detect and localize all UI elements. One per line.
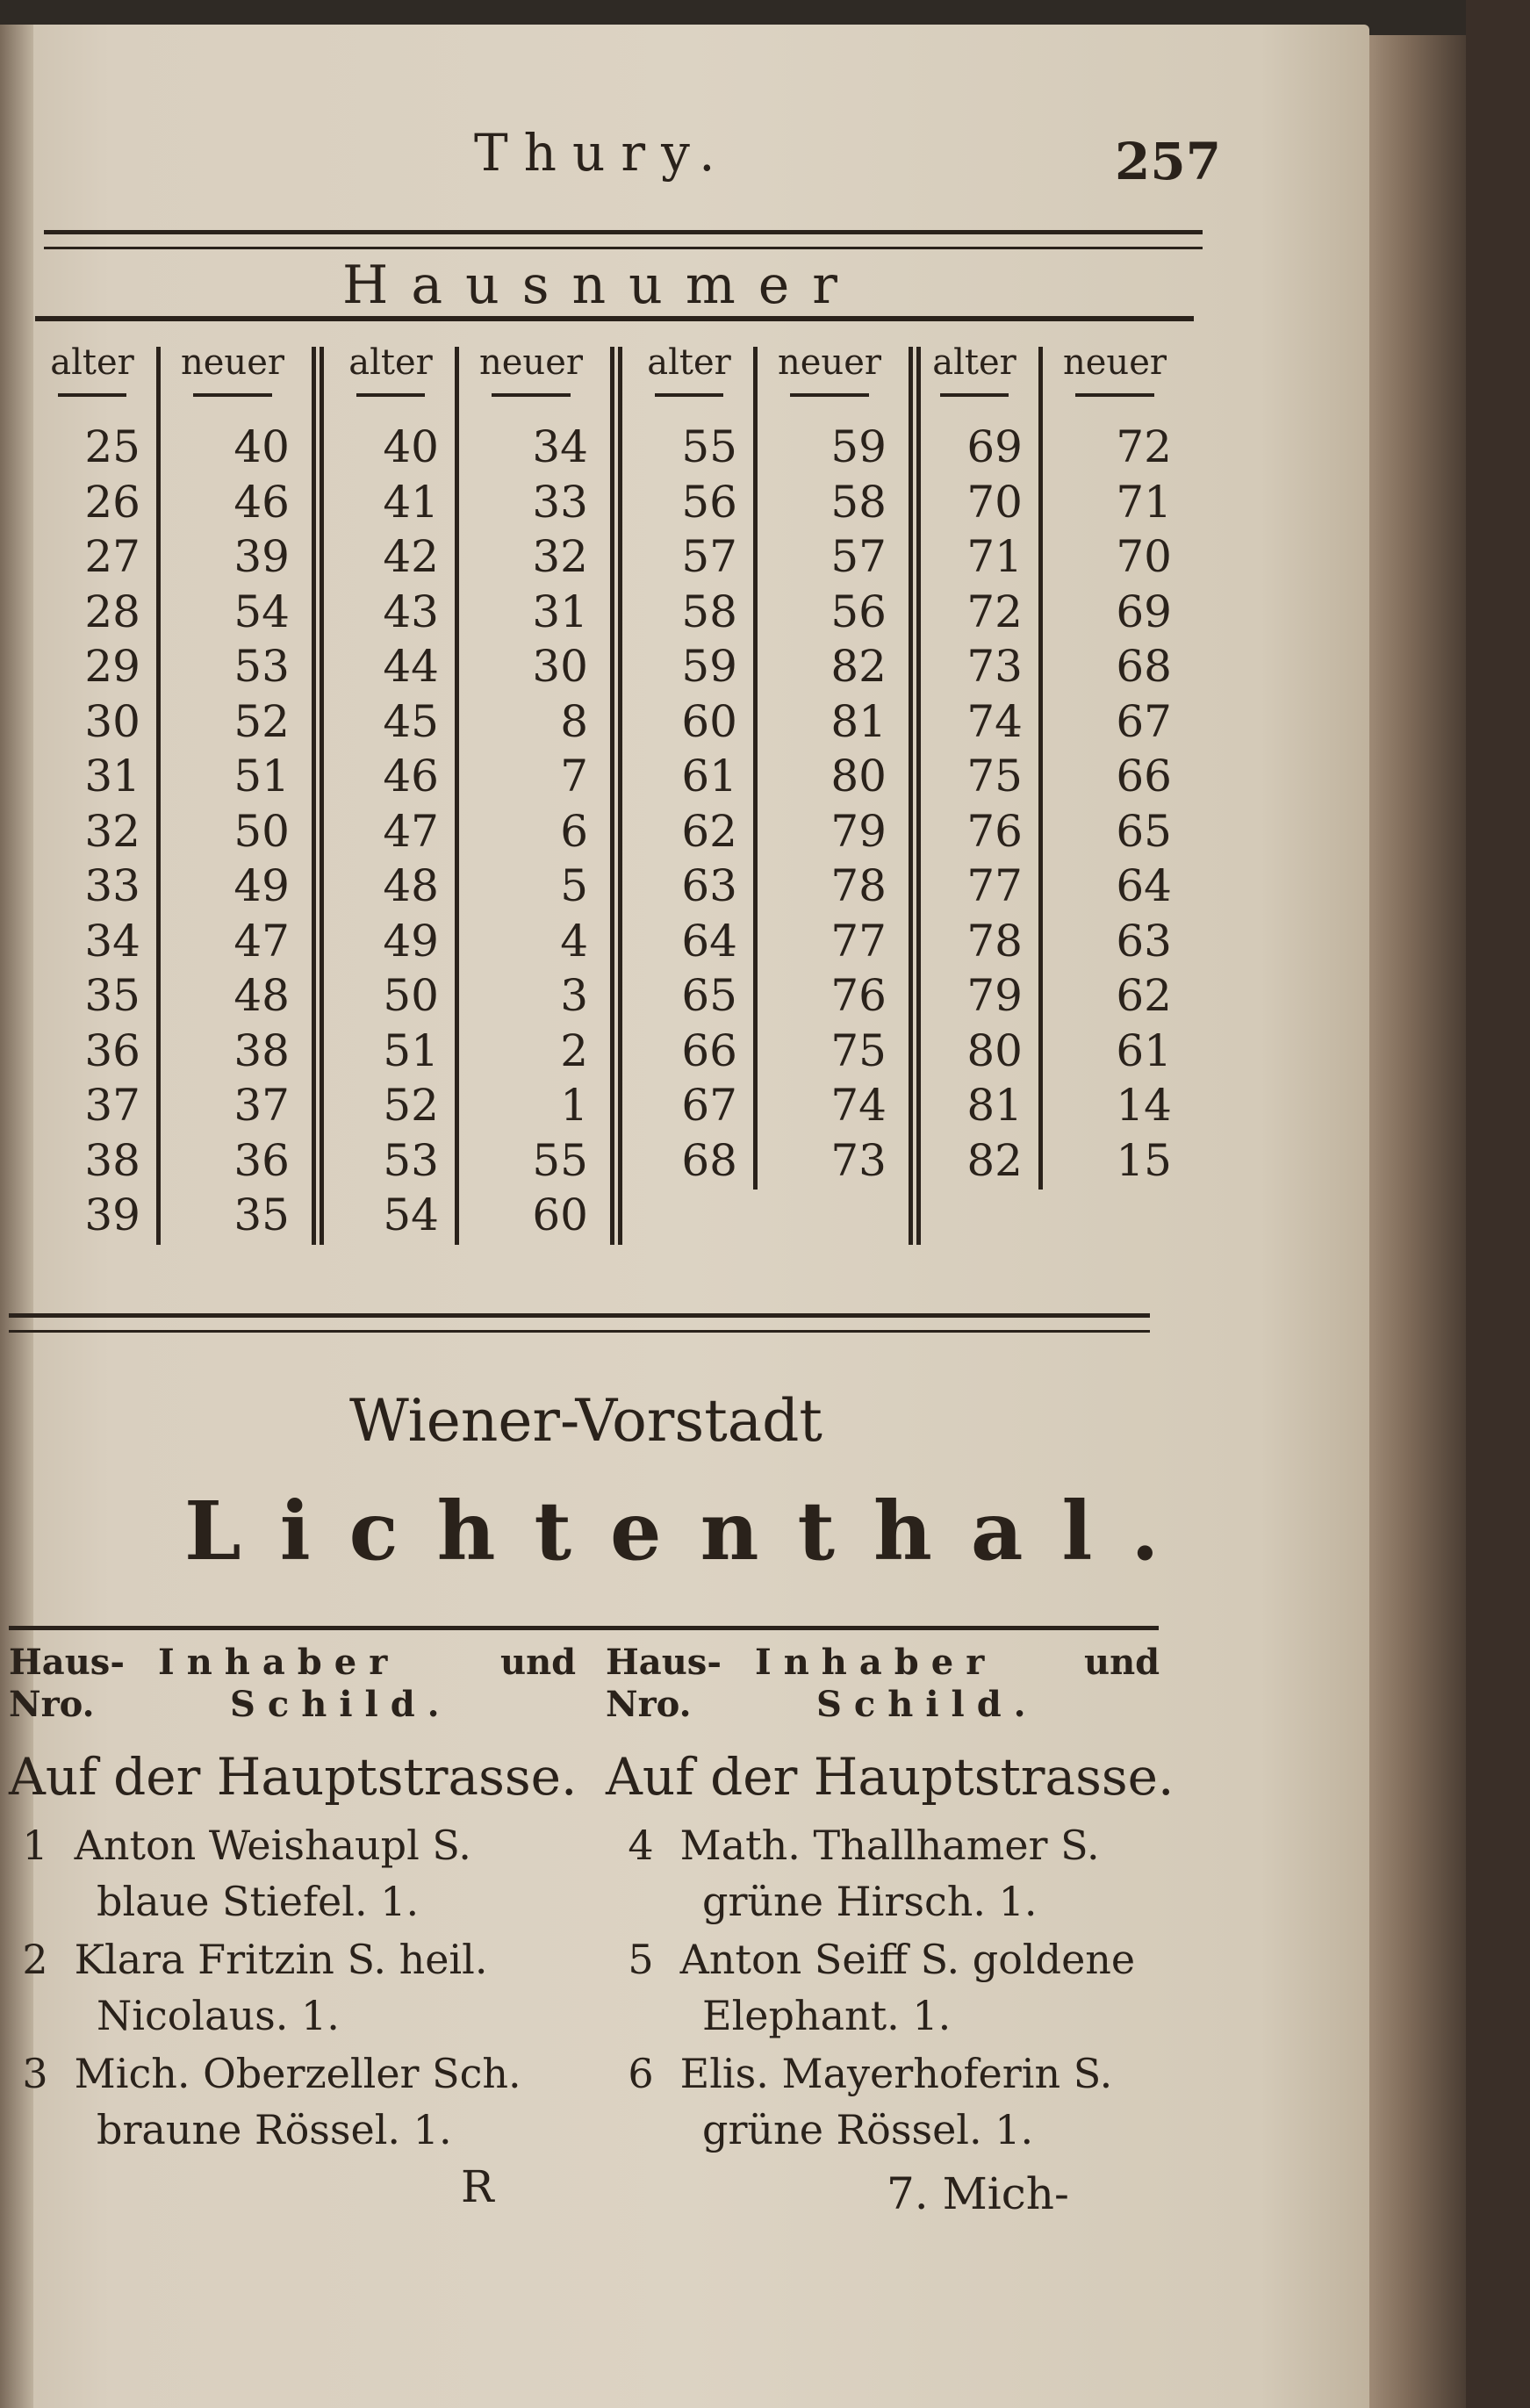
new-house-number: 58: [830, 476, 887, 528]
old-house-number: 78: [966, 915, 1023, 967]
left-col-inhaber: Inhaber: [158, 1642, 400, 1683]
entry-number: 3: [22, 2050, 48, 2097]
old-house-number: 60: [681, 695, 737, 747]
header-underline: [790, 393, 869, 397]
table-title-rule: [35, 316, 1194, 321]
old-house-number: 49: [383, 915, 439, 967]
new-house-number: 64: [1116, 860, 1172, 911]
old-house-number: 34: [84, 915, 140, 967]
new-house-number: 36: [233, 1134, 290, 1186]
left-col-nro: Nro.: [9, 1684, 95, 1725]
new-house-number: 8: [560, 695, 588, 747]
right-col-nro: Nro.: [606, 1684, 692, 1725]
new-house-number: 31: [532, 586, 588, 637]
left-col-schild: Schild.: [230, 1684, 452, 1725]
old-house-number: 59: [681, 641, 737, 692]
new-house-number: 62: [1116, 970, 1172, 1021]
entry-number: 4: [628, 1822, 654, 1869]
new-house-number: 69: [1116, 586, 1172, 637]
new-house-number: 5: [560, 860, 588, 911]
column-header-label: neuer: [479, 342, 583, 383]
entry-line: Klara Fritzin S. heil.: [74, 1936, 488, 1983]
new-house-number: 81: [830, 695, 887, 747]
entry-number: 6: [628, 2050, 654, 2097]
old-house-number: 63: [681, 860, 737, 911]
old-house-number: 30: [84, 695, 140, 747]
entry-line: grüne Rössel. 1.: [702, 2106, 1034, 2153]
column-header-alter: [35, 342, 149, 397]
old-house-number: 44: [383, 641, 439, 692]
old-house-number: 80: [966, 1024, 1023, 1076]
new-house-number: 48: [233, 970, 290, 1021]
old-house-number: 64: [681, 915, 737, 967]
new-house-number: 75: [830, 1024, 887, 1076]
old-house-number: 46: [383, 751, 439, 801]
new-house-number: 46: [233, 476, 290, 528]
old-house-number: 58: [681, 586, 737, 637]
column-header-label: alter: [50, 342, 134, 383]
listing-entry: [614, 2045, 1176, 2158]
column-header-alter: [632, 342, 746, 397]
new-house-number: 49: [233, 860, 290, 911]
new-house-number: 82: [830, 641, 887, 692]
old-house-number: 56: [681, 476, 737, 528]
column-header-label: neuer: [181, 342, 284, 383]
entry-line: Nicolaus. 1.: [97, 1992, 340, 2039]
old-house-number: 81: [966, 1080, 1023, 1131]
old-house-number: 65: [681, 970, 737, 1021]
new-house-number: 76: [830, 970, 887, 1021]
new-house-number: 73: [830, 1134, 887, 1186]
old-house-number: 38: [84, 1134, 140, 1186]
new-house-number: 68: [1116, 641, 1172, 692]
book-edge: [1466, 0, 1530, 2408]
entry-line: Elephant. 1.: [702, 1992, 952, 2039]
old-house-number: 79: [966, 970, 1023, 1021]
right-section-heading: Auf der Hauptstrasse.: [606, 1747, 1174, 1807]
new-house-number: 38: [233, 1024, 290, 1076]
new-house-number: 61: [1116, 1024, 1172, 1076]
listing-entry: [9, 1817, 571, 1930]
old-house-number: 77: [966, 860, 1023, 911]
new-house-number: 74: [830, 1080, 887, 1131]
group-separator: [909, 347, 913, 1245]
old-house-number: 75: [966, 751, 1023, 801]
new-house-number: 66: [1116, 751, 1172, 801]
old-house-number: 68: [681, 1134, 737, 1186]
old-house-number: 40: [383, 421, 439, 472]
old-house-number: 53: [383, 1134, 439, 1186]
old-house-number: 47: [383, 805, 439, 857]
column-header-label: alter: [348, 342, 433, 383]
column-separator: [156, 347, 161, 1245]
old-house-number: 54: [383, 1190, 439, 1240]
old-house-number: 55: [681, 421, 737, 472]
old-house-number: 69: [966, 421, 1023, 472]
column-header-neuer: [1049, 342, 1181, 397]
new-house-number: 57: [830, 531, 887, 582]
listing-entry: [9, 1931, 571, 2044]
header-underline: [655, 393, 723, 397]
column-header-label: alter: [932, 342, 1016, 383]
entry-line: Mich. Oberzeller Sch.: [74, 2050, 521, 2097]
old-house-number: 41: [383, 476, 439, 528]
page-number: 257: [1115, 132, 1222, 191]
entry-number: 5: [628, 1936, 654, 1983]
old-house-number: 76: [966, 805, 1023, 857]
listing-entry: [614, 1817, 1176, 1930]
new-house-number: 35: [233, 1190, 290, 1240]
entry-number: 1: [22, 1822, 48, 1869]
column-separator: [455, 347, 459, 1245]
listing-entry: [614, 1931, 1176, 2044]
new-house-number: 65: [1116, 805, 1172, 857]
old-house-number: 82: [966, 1134, 1023, 1186]
old-house-number: 39: [84, 1190, 140, 1240]
new-house-number: 59: [830, 421, 887, 472]
right-col-inhaber: Inhaber: [755, 1642, 997, 1683]
column-header-label: alter: [647, 342, 731, 383]
new-house-number: 52: [233, 695, 290, 747]
new-house-number: 50: [233, 805, 290, 857]
column-header-alter: [917, 342, 1031, 397]
new-house-number: 80: [830, 751, 887, 801]
right-col-schild: Schild.: [816, 1684, 1038, 1725]
right-col-haus: Haus-: [606, 1642, 722, 1683]
right-catchword: 7. Mich-: [887, 2168, 1069, 2219]
old-house-number: 36: [84, 1024, 140, 1076]
left-col-haus: Haus-: [9, 1642, 125, 1683]
entry-line: braune Rössel. 1.: [97, 2106, 452, 2153]
district-title: Lichtenthal.: [184, 1484, 1198, 1578]
new-house-number: 32: [532, 531, 588, 582]
entry-line: Math. Thallhamer S.: [679, 1822, 1100, 1869]
new-house-number: 37: [233, 1080, 290, 1131]
column-header-neuer: [465, 342, 597, 397]
listing-entry: [9, 2045, 571, 2158]
old-house-number: 43: [383, 586, 439, 637]
group-separator: [320, 347, 324, 1245]
old-house-number: 51: [383, 1024, 439, 1076]
old-house-number: 67: [681, 1080, 737, 1131]
entry-line: Elis. Mayerhoferin S.: [679, 2050, 1113, 2097]
entry-number: 2: [22, 1936, 48, 1983]
old-house-number: 72: [966, 586, 1023, 637]
old-house-number: 71: [966, 531, 1023, 582]
new-house-number: 40: [233, 421, 290, 472]
group-separator: [312, 347, 316, 1245]
new-house-number: 30: [532, 641, 588, 692]
column-separator: [1038, 347, 1043, 1190]
entry-line: Anton Weishaupl S.: [74, 1822, 471, 1869]
header-underline: [58, 393, 126, 397]
new-house-number: 53: [233, 641, 290, 692]
new-house-number: 2: [560, 1024, 588, 1076]
column-separator: [753, 347, 758, 1190]
old-house-number: 61: [681, 751, 737, 801]
old-house-number: 73: [966, 641, 1023, 692]
new-house-number: 4: [560, 915, 588, 967]
entry-line: Anton Seiff S. goldene: [679, 1936, 1136, 1983]
new-house-number: 33: [532, 476, 588, 528]
new-house-number: 6: [560, 805, 588, 857]
new-house-number: 39: [233, 531, 290, 582]
new-house-number: 55: [532, 1134, 588, 1186]
entry-line: blaue Stiefel. 1.: [97, 1878, 420, 1925]
old-house-number: 66: [681, 1024, 737, 1076]
old-house-number: 74: [966, 695, 1023, 747]
old-house-number: 29: [84, 641, 140, 692]
old-house-number: 62: [681, 805, 737, 857]
old-house-number: 35: [84, 970, 140, 1021]
table-bottom-rule: [9, 1313, 1150, 1333]
old-house-number: 70: [966, 476, 1023, 528]
group-separator: [618, 347, 622, 1245]
new-house-number: 70: [1116, 531, 1172, 582]
column-header-neuer: [167, 342, 298, 397]
old-house-number: 45: [383, 695, 439, 747]
new-house-number: 34: [532, 421, 588, 472]
group-separator: [610, 347, 614, 1245]
new-house-number: 77: [830, 915, 887, 967]
old-house-number: 25: [84, 421, 140, 472]
column-header-label: neuer: [1063, 342, 1167, 383]
new-house-number: 1: [560, 1080, 588, 1131]
left-col-und: und: [500, 1642, 577, 1683]
new-house-number: 79: [830, 805, 887, 857]
new-house-number: 14: [1116, 1080, 1172, 1131]
column-header-neuer: [764, 342, 895, 397]
district-subheading: Wiener-Vorstadt: [349, 1387, 822, 1455]
new-house-number: 54: [233, 586, 290, 637]
new-house-number: 51: [233, 751, 290, 801]
new-house-number: 67: [1116, 695, 1172, 747]
column-header-label: neuer: [778, 342, 881, 383]
header-underline: [492, 393, 571, 397]
old-house-number: 33: [84, 860, 140, 911]
new-house-number: 72: [1116, 421, 1172, 472]
old-house-number: 26: [84, 476, 140, 528]
new-house-number: 47: [233, 915, 290, 967]
right-col-und: und: [1084, 1642, 1160, 1683]
new-house-number: 63: [1116, 915, 1172, 967]
header-underline: [193, 393, 272, 397]
header-underline: [1075, 393, 1154, 397]
old-house-number: 31: [84, 751, 140, 801]
header-underline: [940, 393, 1009, 397]
new-house-number: 71: [1116, 476, 1172, 528]
left-catchword: R: [461, 2161, 494, 2212]
listing-rule: [9, 1626, 1159, 1630]
header-underline: [356, 393, 425, 397]
entry-line: grüne Hirsch. 1.: [702, 1878, 1038, 1925]
old-house-number: 37: [84, 1080, 140, 1131]
new-house-number: 7: [560, 751, 588, 801]
new-house-number: 78: [830, 860, 887, 911]
old-house-number: 57: [681, 531, 737, 582]
running-head: Thury.: [474, 123, 731, 183]
old-house-number: 27: [84, 531, 140, 582]
old-house-number: 32: [84, 805, 140, 857]
column-header-alter: [334, 342, 448, 397]
old-house-number: 48: [383, 860, 439, 911]
old-house-number: 50: [383, 970, 439, 1021]
old-house-number: 52: [383, 1080, 439, 1131]
new-house-number: 3: [560, 970, 588, 1021]
new-house-number: 15: [1116, 1134, 1172, 1186]
new-house-number: 60: [532, 1190, 588, 1240]
old-house-number: 42: [383, 531, 439, 582]
top-rule: [44, 230, 1203, 249]
book-spine: [1369, 35, 1466, 2408]
old-house-number: 28: [84, 586, 140, 637]
table-title: Hausnumer: [342, 255, 860, 316]
new-house-number: 56: [830, 586, 887, 637]
left-section-heading: Auf der Hauptstrasse.: [9, 1747, 578, 1807]
